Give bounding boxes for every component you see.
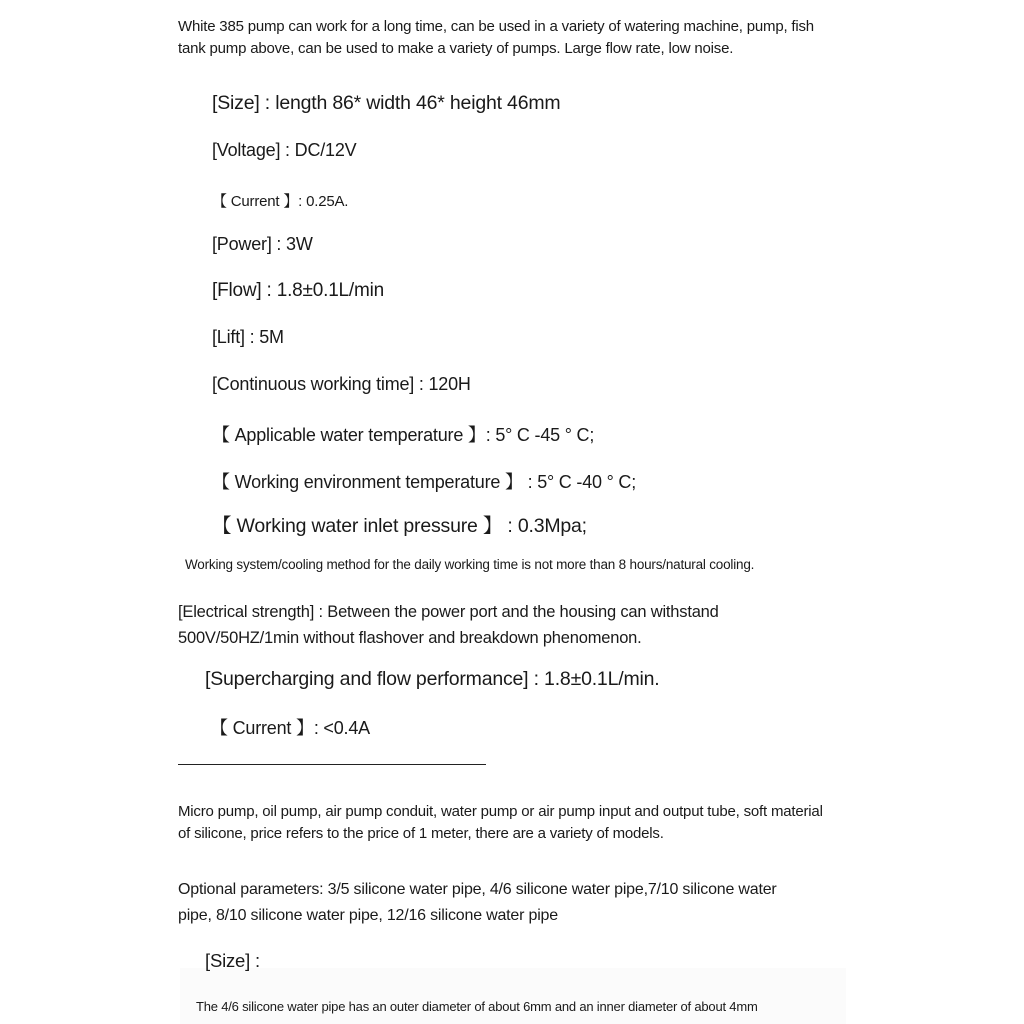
supercharging-performance: [Supercharging and flow performance] : 1.8±0.1L/min. [205,668,660,690]
pipe-size-label: [Size] : [205,950,260,971]
current-limit: 【 Current 】: <0.4A [210,718,370,738]
divider [178,764,486,765]
spec-continuous-time: [Continuous working time] : 120H [212,374,471,394]
spec-lift: [Lift] : 5M [212,327,284,347]
spec-current: 【 Current 】: 0.25A. [212,193,349,210]
tube-description: Micro pump, oil pump, air pump conduit, water pump or air pump input and output tube, soft material of silicone, price refers to the price of 1 meter, there are a variety of models. [178,803,823,842]
spec-environment-temperature: 【 Working environment temperature 】 : 5° C -40 ° C; [212,472,637,492]
size-panel [180,968,846,1024]
spec-size: [Size] : length 86* width 46* height 46mm [212,92,561,114]
spec-flow: [Flow] : 1.8±0.1L/min [212,280,385,301]
pipe-size-description: The 4/6 silicone water pipe has an outer diameter of about 6mm and an inner diameter of about 4mm [196,999,758,1014]
working-system-note: Working system/cooling method for the daily working time is not more than 8 hours/natural cooling. [185,557,755,572]
optional-parameters: Optional parameters: 3/5 silicone water pipe, 4/6 silicone water pipe,7/10 silicone water pipe, 8/10 silicone water pipe, 12/16 silicone water pipe [178,881,777,924]
electrical-strength: [Electrical strength] : Between the power port and the housing can withstand 500V/50HZ/1min without flashover and breakdown phenomenon. [178,603,719,647]
spec-water-temperature: 【 Applicable water temperature 】: 5° C -45 ° C; [212,425,595,445]
spec-inlet-pressure: 【 Working water inlet pressure 】 : 0.3Mpa; [212,515,587,537]
spec-power: [Power] : 3W [212,234,313,254]
intro-paragraph: White 385 pump can work for a long time, can be used in a variety of watering machine, pump, fish tank pump above, can be used to make a variety of pumps. Large flow rate, low noise. [178,18,814,57]
spec-voltage: [Voltage] : DC/12V [212,140,357,160]
